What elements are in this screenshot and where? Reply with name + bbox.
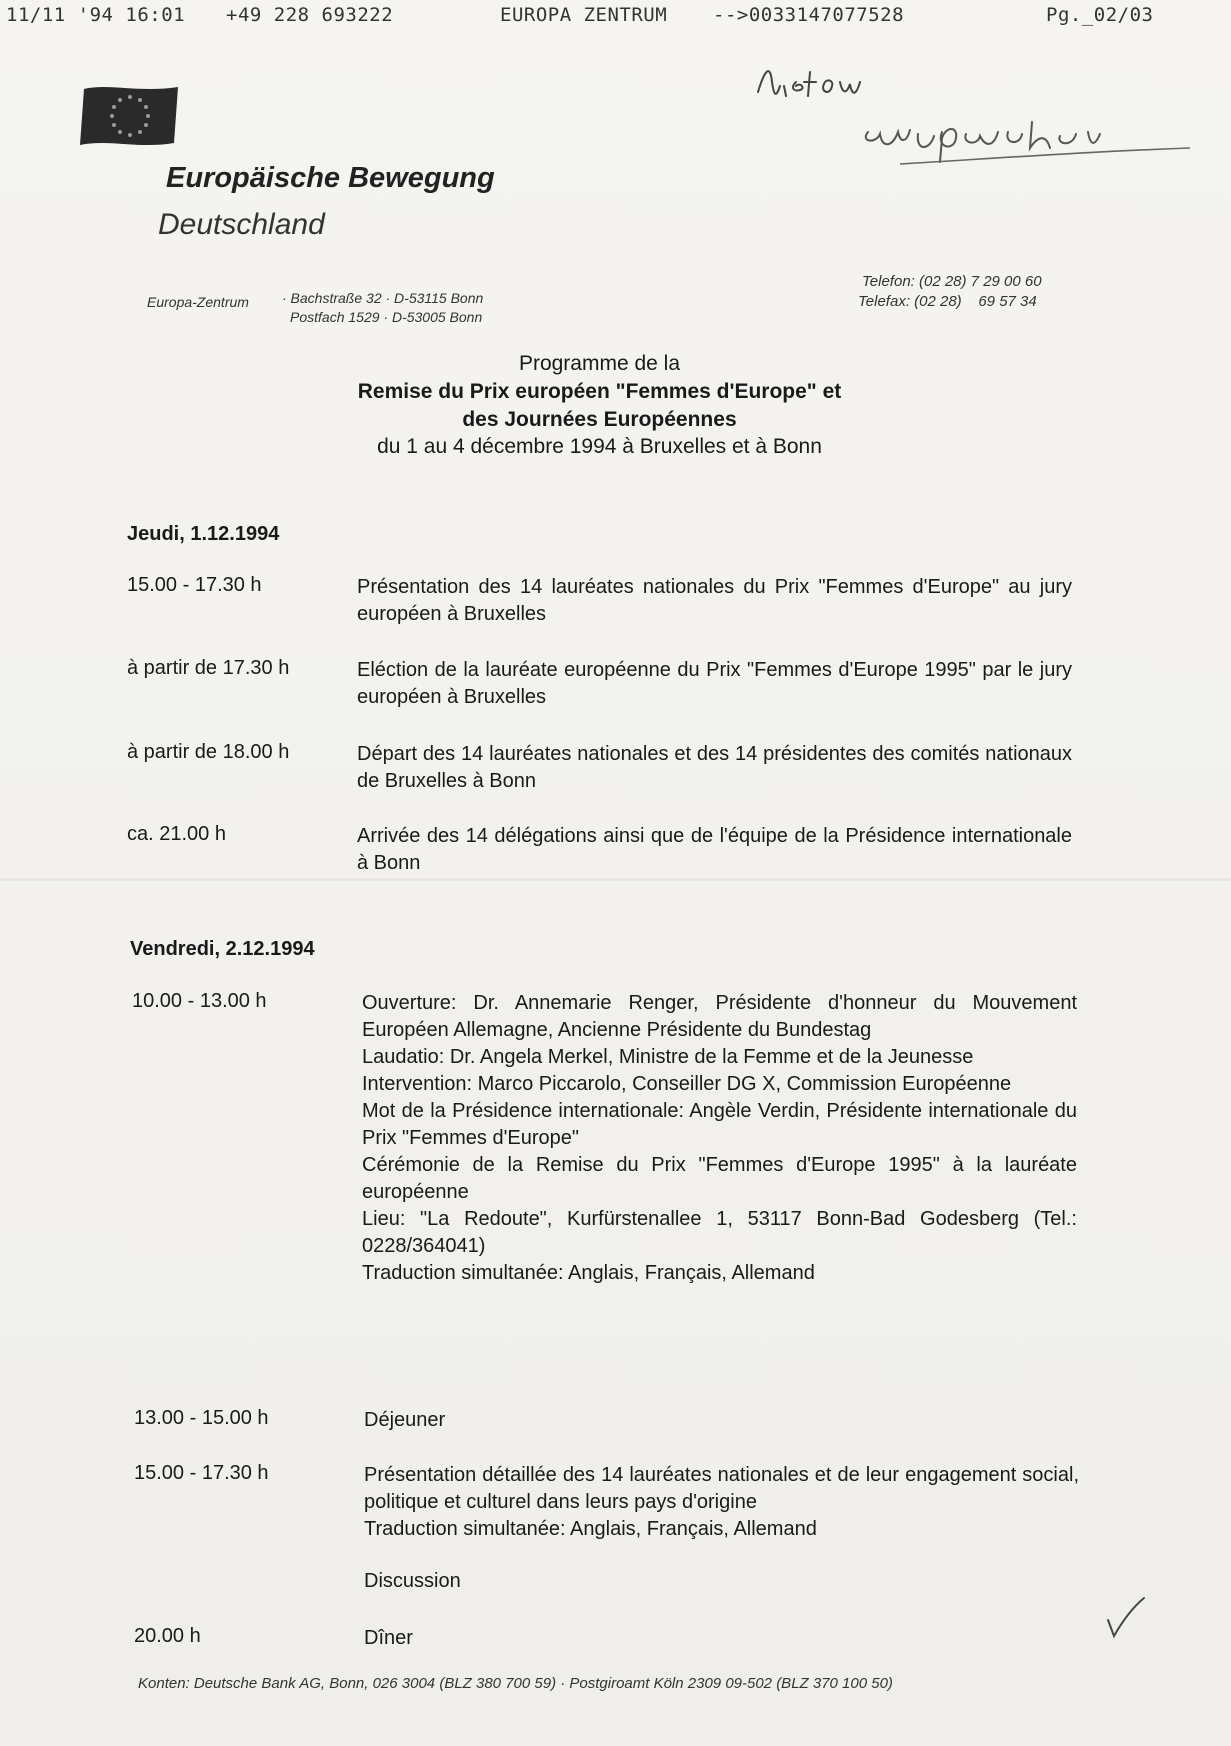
paper-fold [0, 878, 1231, 882]
eu-flag-logo [78, 83, 182, 149]
programme-line3: des Journées Européennes [462, 408, 737, 431]
event-description: Arrivée des 14 délégations ainsi que de l'équipe de la Présidence internationale à Bonn [357, 825, 1072, 874]
fax-datetime: 11/11 '94 16:01 [6, 4, 186, 26]
programme-line2: Remise du Prix européen "Femmes d'Europe" et [357, 380, 842, 403]
event-time: 10.00 - 13.00 h [132, 990, 267, 1012]
event-time: 13.00 - 15.00 h [134, 1407, 269, 1429]
event-time: à partir de 17.30 h [127, 657, 290, 679]
event-time: à partir de 18.00 h [127, 741, 290, 763]
day1-title: Jeudi, 1.12.1994 [127, 523, 280, 545]
fax-sender: EUROPA ZENTRUM [500, 4, 668, 26]
event-description: Présentation des 14 lauréates nationales du Prix "Femmes d'Europe" au jury européen à Bruxelles [357, 576, 1072, 625]
org-country: Deutschland [158, 208, 325, 241]
fax-destination: -->0033147077528 [713, 4, 905, 26]
programme-line4: du 1 au 4 décembre 1994 à Bruxelles et à Bonn [377, 435, 822, 458]
event-description: Déjeuner [364, 1409, 446, 1431]
event-description: Ouverture: Dr. Annemarie Renger, Présidente d'honneur du Mouvement Européen Allemagne, Ancienne Présidente du Bundestag Laudatio: Dr. Angela Merkel, Ministre de la Femme et de la Jeunesse Intervention: Marco Piccarolo, Conseiller DG X, Commission Européenne Mot de la Présidence internationale: Angèle Verdin, Présidente internationale du Prix "Femmes d'Europe" Cérémonie de la Remise du Prix "Femmes d'Europe 1995" à la lauréate européenne Lieu: "La Redoute", Kurfürstenallee 1, 53117 Bonn-Bad Godesberg (Tel.: 0228/364041) Traduction simultanée: Anglais, Français, Allemand [362, 992, 1077, 1284]
org-name: Europäische Bewegung [166, 162, 495, 194]
event-description: Dîner [364, 1627, 413, 1649]
fax-header [0, 4, 1231, 30]
event-time: 15.00 - 17.30 h [127, 574, 262, 596]
telefon: Telefon: (02 28) 7 29 00 60 [862, 273, 1042, 290]
address-center-name: Europa-Zentrum [147, 294, 249, 310]
event-description: Eléction de la lauréate européenne du Prix "Femmes d'Europe 1995" par le jury européen à Bruxelles [357, 659, 1072, 708]
address-postfach: Postfach 1529 · D-53005 Bonn [290, 309, 483, 325]
event-time: 20.00 h [134, 1625, 201, 1647]
telefax: Telefax: (02 28) 69 57 34 [858, 293, 1037, 310]
event-description: Départ des 14 lauréates nationales et des 14 présidentes des comités nationaux de Bruxelles à Bonn [357, 743, 1072, 792]
event-time: ca. 21.00 h [127, 823, 226, 845]
address-street: · Bachstraße 32 · D-53115 Bonn [282, 290, 484, 306]
event-description: Discussion [364, 1570, 461, 1592]
fax-phone: +49 228 693222 [226, 4, 394, 26]
handwritten-note [750, 52, 1200, 182]
event-description: Présentation détaillée des 14 lauréates nationales et de leur engagement social, politique et culturel dans leurs pays d'origine Traduction simultanée: Anglais, Français, Allemand [364, 1464, 1079, 1540]
bank-details-footer: Konten: Deutsche Bank AG, Bonn, 026 3004 (BLZ 380 700 59) · Postgiroamt Köln 2309 09-502 (BLZ 370 100 50) [138, 1675, 893, 1692]
programme-line1: Programme de la [518, 352, 681, 375]
fax-page-number: Pg._02/03 [1046, 4, 1154, 26]
day2-title: Vendredi, 2.12.1994 [130, 938, 315, 960]
handwritten-tick-mark [1104, 1592, 1148, 1642]
event-time: 15.00 - 17.30 h [134, 1462, 269, 1484]
